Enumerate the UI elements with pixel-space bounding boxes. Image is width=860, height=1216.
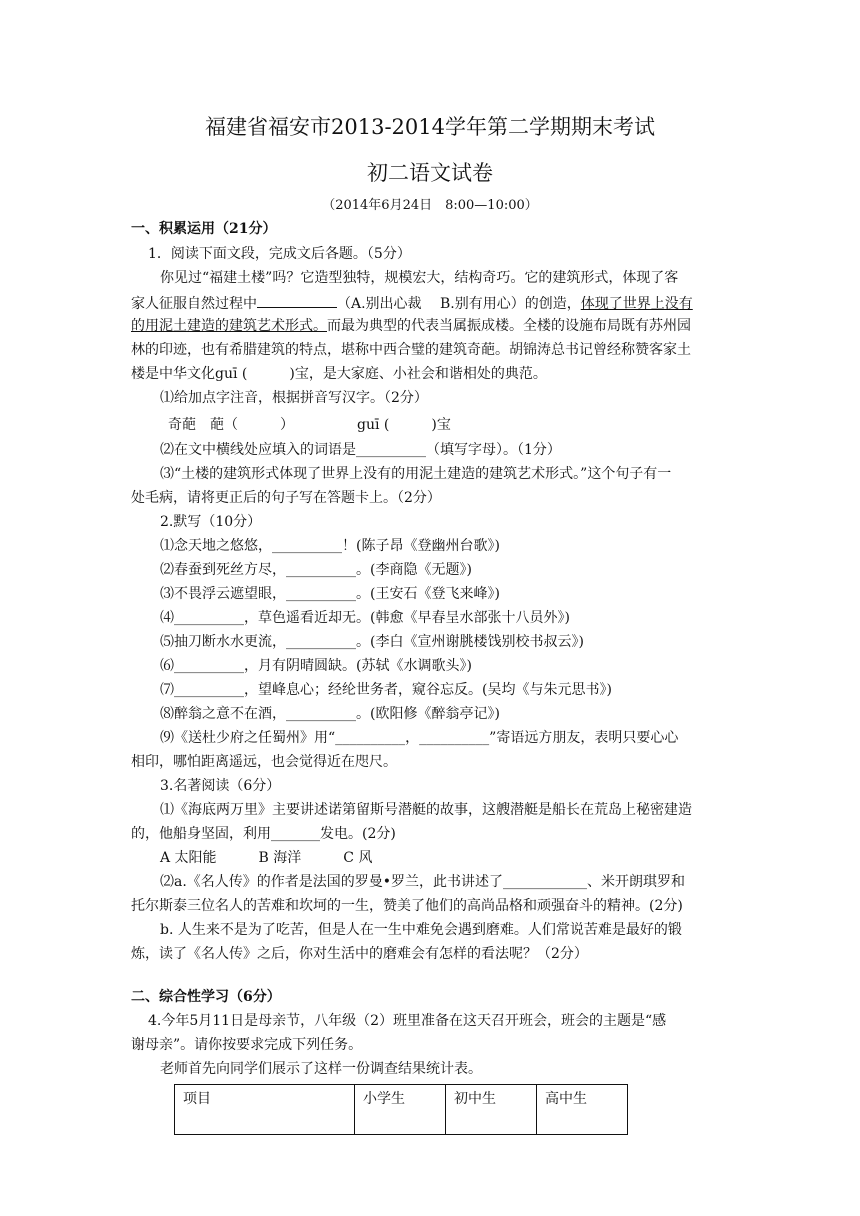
q1-passage-line [131, 293, 693, 313]
q1-sub1: ⑴给加点字注音，根据拼音写汉字。（2分） [160, 390, 428, 406]
q3-sub2: 托尔斯泰三位名人的苦难和坎坷的一生，赞美了他们的高尚品格和顽强奋斗的精神。(2分) [131, 898, 683, 914]
q4-text: 4.今年5月11日是母亲节，八年级（2）班里准备在这天召开班会，班会的主题是“感 [148, 1013, 667, 1029]
q1-sub1-a: 奇葩 葩（ ） [168, 417, 294, 433]
q3-sub2: b. 人生来不是为了吃苦，但是人在一生中难免会遇到磨难。人们常说苦难是最好的锻 [160, 922, 682, 938]
passage-text: （A.别出心裁 B.别有用心）的创造， [337, 296, 581, 312]
q1-passage-line: 楼是中华文化guī ( )宝，是大家庭、小社会和谐相处的典范。 [131, 366, 547, 382]
underlined-sentence: 体现了世界上没有 [580, 296, 693, 312]
q1-sub3: ⑶“土楼的建筑形式体现了世界上没有的用泥土建造的建筑艺术形式。”这个句子有一 [160, 466, 672, 482]
q1-intro: 1．阅读下面文段，完成文后各题。（5分） [148, 246, 411, 262]
q3-sub2: ⑵a.《名人传》的作者是法国的罗曼•罗兰，此书讲述了____________、米开朗琪罗和 [160, 874, 686, 890]
q3-intro: 3.名著阅读（6分） [160, 778, 281, 794]
exam-subtitle: 初二语文试卷 [367, 161, 493, 185]
dictation-line: ⑵春蚕到死丝方尽，__________。(李商隐《无题》) [160, 562, 472, 578]
table-header-cell: 小学生 [355, 1085, 446, 1135]
section2-heading: 二、综合性学习（6分） [131, 989, 281, 1005]
dictation-line: ⑻醉翁之意不在酒，__________。(欧阳修《醉翁亭记》) [160, 706, 500, 722]
passage-text: 而最为典型的代表当属振成楼。全楼的设施布局既有苏州园 [327, 318, 691, 334]
dictation-line: ⑹__________，月有阴晴圆缺。(苏轼《水调歌头》) [160, 658, 472, 674]
q3-sub1: 的，他船身坚固，利用_______发电。(2分) [131, 826, 396, 842]
q1-passage-line [131, 317, 691, 335]
dictation-line: ⑷__________，草色遥看近却无。(韩愈《早春呈水部张十八员外》) [160, 610, 570, 626]
table-header-cell: 初中生 [446, 1085, 537, 1135]
dictation-line: 相印，哪怕距离遥远，也会觉得近在咫尺。 [131, 754, 397, 770]
q4-text: 老师首先向同学们展示了这样一份调查结果统计表。 [160, 1061, 482, 1077]
q3-sub2: 炼，读了《名人传》之后，你对生活中的磨难会有怎样的看法呢？（2分） [131, 946, 588, 962]
q3-sub1: ⑴《海底两万里》主要讲述诺第留斯号潜艇的故事，这艘潜艇是船长在荒岛上秘密建造 [160, 802, 692, 818]
table-row [175, 1085, 628, 1135]
dictation-line: ⑺__________，望峰息心；经纶世务者，窥谷忘反。(吴均《与朱元思书》) [160, 682, 612, 698]
q1-sub3: 处毛病，请将更正后的句子写在答题卡上。（2分） [131, 490, 441, 506]
section1-heading: 一、积累运用（21分） [131, 221, 277, 237]
q1-sub1-b: guī ( )宝 [357, 417, 451, 433]
table-header-cell: 项目 [175, 1085, 355, 1135]
q1-passage-line: 林的印迹，也有希腊建筑的特点，堪称中西合璧的建筑奇葩。胡锦涛总书记曾经称赞客家土 [131, 342, 691, 358]
q1-passage-line: 你见过“福建土楼”吗？它造型独特，规模宏大，结构奇巧。它的建筑形式，体现了客 [160, 270, 679, 286]
survey-table [174, 1084, 628, 1135]
q2-intro: 2.默写（10分） [160, 514, 262, 530]
passage-text: 家人征服自然过程中 [131, 296, 257, 312]
q3-options: A 太阳能 B 海洋 C 风 [160, 850, 373, 866]
dictation-line: ⑴念天地之悠悠，__________！(陈子昂《登幽州台歌》) [160, 538, 500, 554]
q1-sub2: ⑵在文中横线处应填入的词语是__________（填写字母）。（1分） [160, 442, 561, 458]
exam-date: （2014年6月24日 8:00—10:00） [322, 198, 538, 213]
dictation-line: ⑼《送杜少府之任蜀州》用“__________，__________”寄语远方朋友，表明只要心心 [160, 730, 679, 746]
answer-blank [257, 293, 337, 308]
exam-title: 福建省福安市2013-2014学年第二学期期末考试 [205, 115, 655, 139]
q4-text: 谢母亲”。请你按要求完成下列任务。 [131, 1037, 363, 1053]
table-header-cell: 高中生 [537, 1085, 628, 1135]
underlined-sentence: 的用泥土建造的建筑艺术形式。 [131, 318, 327, 334]
dictation-line: ⑶不畏浮云遮望眼，__________。(王安石《登飞来峰》) [160, 586, 500, 602]
dictation-line: ⑸抽刀断水水更流，__________。(李白《宣州谢朓楼饯别校书叔云》) [160, 634, 584, 650]
